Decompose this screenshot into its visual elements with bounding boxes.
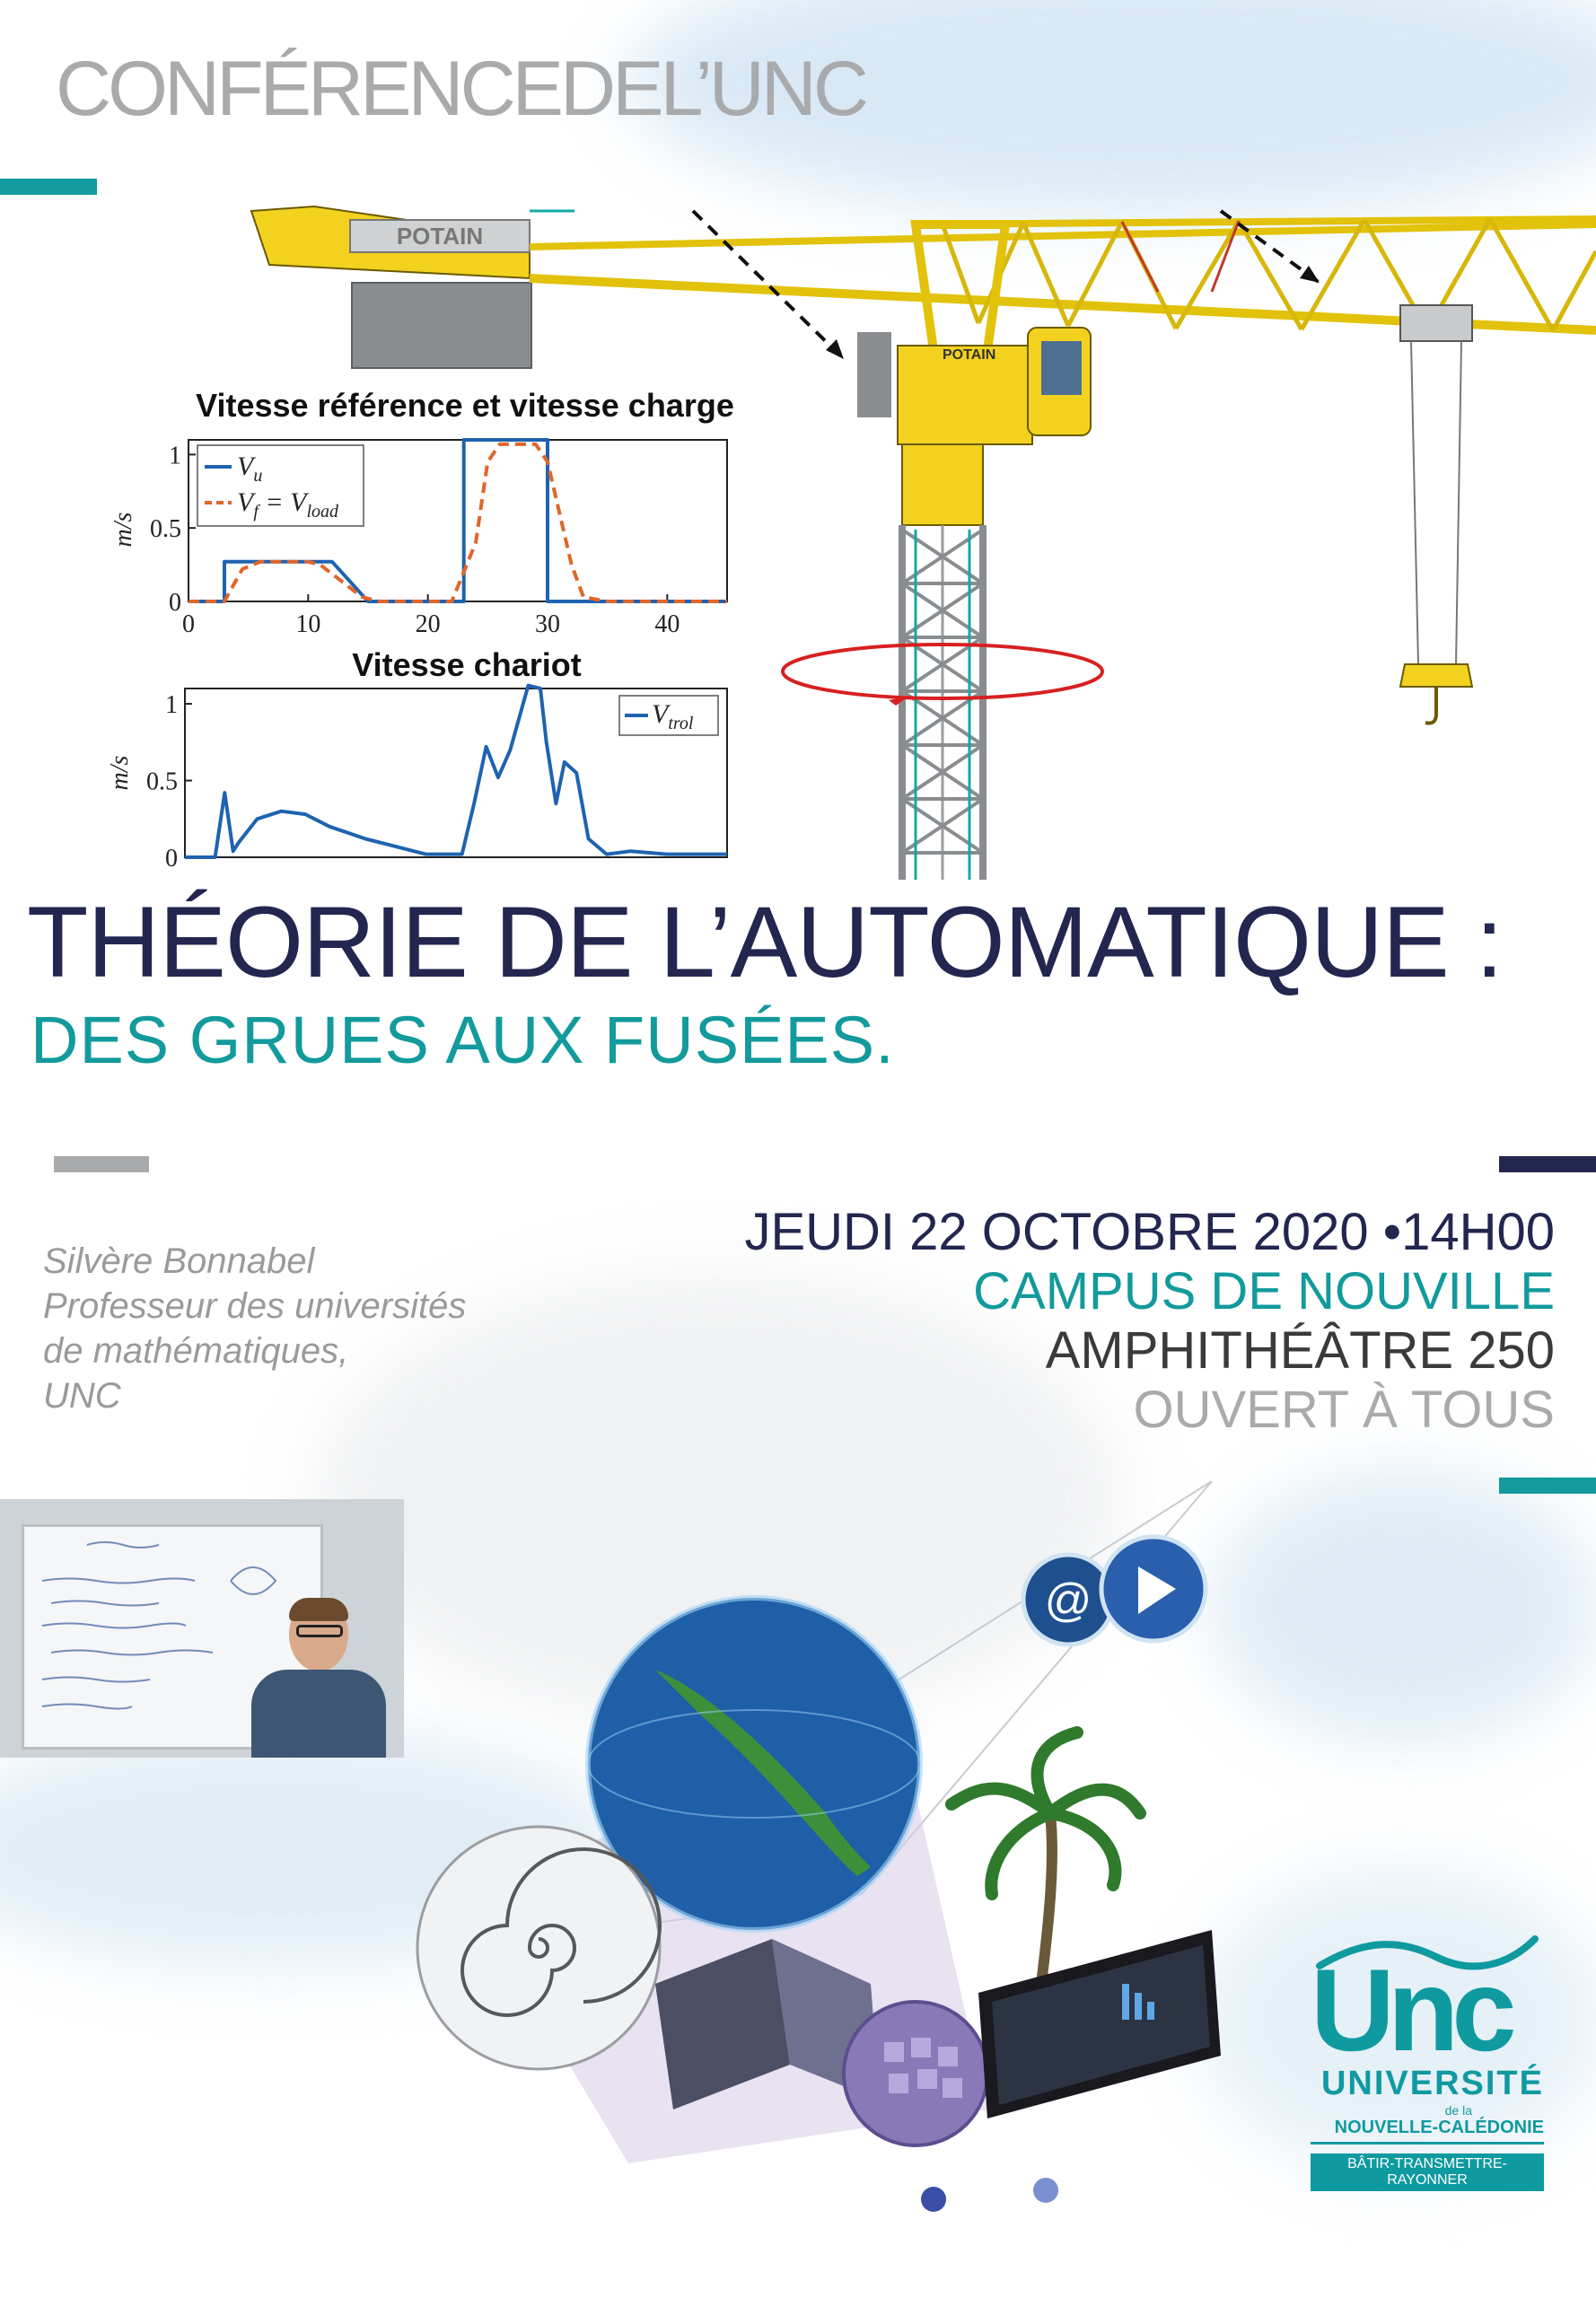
speaker-photo [0, 1499, 404, 1758]
counterweight [352, 283, 531, 368]
palm-tree-icon [951, 1732, 1140, 1984]
speaker-name: Silvère Bonnabel [43, 1241, 315, 1281]
chart2-legend [619, 696, 718, 735]
event-access: OUVERT À TOUS [1133, 1381, 1555, 1439]
chart2-title: Vitesse chariot [352, 646, 582, 683]
counter-jib-brand: POTAIN [396, 223, 484, 250]
speaker-block [43, 1239, 466, 1418]
grey-divider-bar [54, 1156, 149, 1172]
chart1-y-tick: 0 [169, 589, 181, 617]
chart2-y-tick: 1 [165, 691, 178, 720]
tablet-icon [978, 1930, 1221, 2118]
event-datetime: JEUDI 22 OCTOBRE 2020 •14H00 [744, 1203, 1555, 1261]
cabin-brand: POTAIN [943, 347, 996, 363]
chart2-y-tick: 0.5 [146, 767, 178, 796]
chart-trolley-speed [99, 642, 745, 875]
chart1-y-tick: 0.5 [150, 515, 181, 544]
svg-text:@: @ [1044, 1574, 1092, 1627]
chart1-y-tick: 1 [169, 442, 181, 470]
email-badge-icon [1023, 1555, 1113, 1645]
chart1-x-tick: 0 [182, 610, 195, 638]
speaker-role-2: de mathématiques, [43, 1331, 349, 1371]
chart1-x-tick: 30 [535, 610, 560, 638]
event-room: AMPHITHÉÂTRE 250 [1045, 1321, 1555, 1380]
navy-divider-bar [1499, 1156, 1596, 1172]
event-campus: CAMPUS DE NOUVILLE [973, 1262, 1555, 1320]
teal-divider-bar [1499, 1478, 1596, 1494]
electrical-cabinet [857, 332, 891, 417]
play-icon [1101, 1537, 1206, 1641]
chart2-legend-vtrol: $V_{trol}$ [652, 699, 694, 733]
logo-line3: NOUVELLE-CALÉDONIE [1311, 2118, 1544, 2145]
event-info [657, 1203, 1555, 1440]
chart1-title: Vitesse référence et vitesse charge [196, 387, 734, 424]
chart-reference-load-speed [99, 384, 745, 653]
conference-title: THÉORIE DE L’AUTOMATIQUE : [27, 886, 1503, 998]
cloud-mid-right [1212, 1472, 1596, 1741]
crane-apex [916, 224, 1005, 350]
tower-mast [902, 444, 983, 880]
trolley [1400, 305, 1472, 341]
teal-accent-bar-top [0, 179, 97, 195]
unc-logo [1311, 1930, 1544, 2191]
chart1-legend-vf: $V_f = V_{load}$ [237, 487, 339, 522]
chart1-x-tick: 40 [654, 610, 680, 638]
chart1-ylabel: m/s [110, 512, 137, 548]
molecule-icon-1 [921, 2187, 946, 2212]
logo-line1: UNIVERSITÉ [1320, 2065, 1544, 2102]
nautilus-shell-icon [417, 1827, 660, 2069]
chart1-x-tick: 10 [295, 610, 321, 638]
conference-kicker: CONFÉRENCEDEL’UNC [56, 46, 866, 132]
molecule-icon-2 [1033, 2178, 1058, 2203]
virus-sphere-icon [844, 2002, 987, 2145]
logo-tagline: BÂTIR-TRANSMETTRE-RAYONNER [1311, 2153, 1544, 2191]
logo-line2: de la [1444, 2103, 1472, 2118]
chart2-y-tick: 0 [165, 845, 178, 873]
logo-wordmark: Unc [1311, 1944, 1510, 2075]
speaker-affiliation: UNC [43, 1376, 121, 1416]
chart1-legend-vu: $V_u$ [237, 452, 263, 486]
chart1-x-tick: 20 [415, 610, 441, 638]
conference-subtitle: DES GRUES AUX FUSÉES. [31, 1003, 895, 1077]
science-collage [359, 1481, 1221, 2235]
chart1-legend [197, 445, 364, 526]
hook-block [1400, 664, 1472, 687]
chart2-ylabel: m/s [106, 755, 134, 791]
speaker-role-1: Professeur des universités [43, 1286, 467, 1326]
